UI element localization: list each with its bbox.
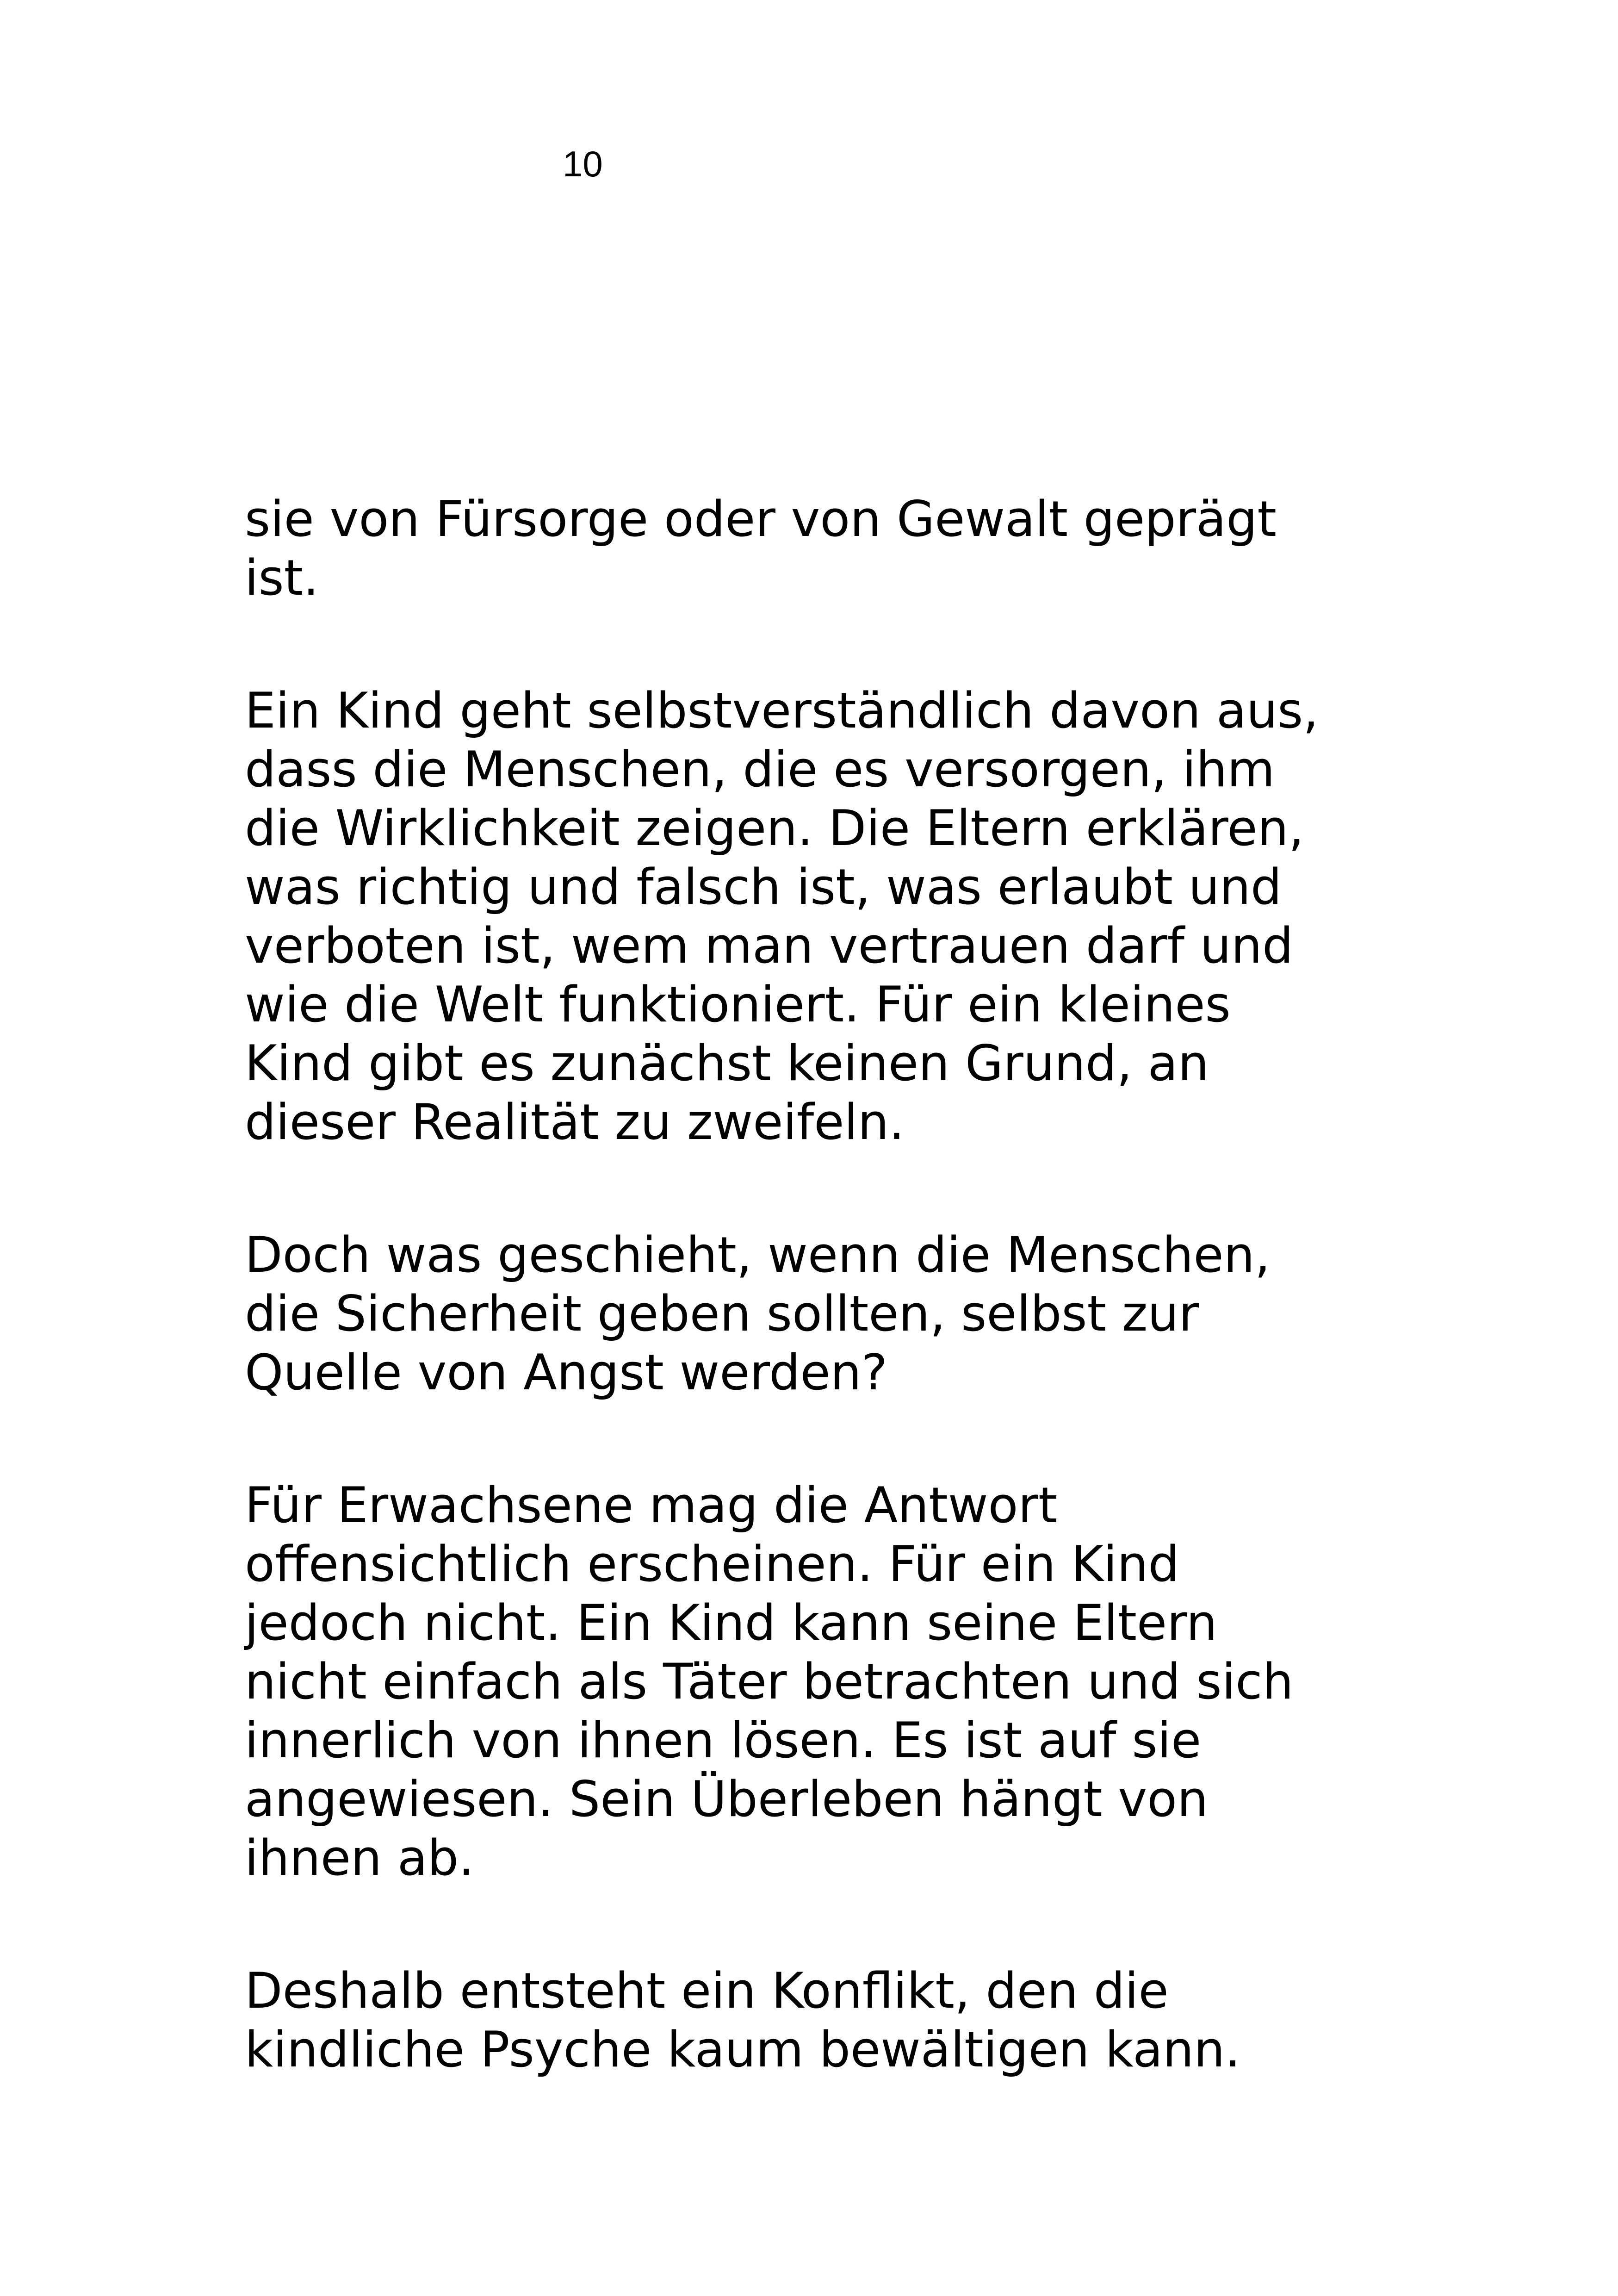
text-line: jedoch nicht. Ein Kind kann seine Eltern [245, 1594, 1218, 1651]
text-line: nicht einfach als Täter betrachten und sich [245, 1653, 1294, 1710]
text-line: ist. [245, 549, 319, 606]
text-line: Für Erwachsene mag die Antwort [245, 1477, 1058, 1534]
text-line: Doch was geschieht, wenn die Menschen, [245, 1226, 1271, 1283]
text-line: Ein Kind geht selbstverständlich davon aus, [245, 682, 1319, 739]
text-line: Kind gibt es zunächst keinen Grund, an [245, 1035, 1209, 1092]
text-line: was richtig und falsch ist, was erlaubt und [245, 859, 1282, 915]
text-line: dieser Realität zu zweifeln. [245, 1094, 905, 1151]
paragraph [245, 490, 1448, 607]
body-text [245, 490, 1448, 2153]
text-line: innerlich von ihnen lösen. Es ist auf sie [245, 1712, 1202, 1769]
text-line: dass die Menschen, die es versorgen, ihm [245, 741, 1275, 798]
text-line: offensichtlich erscheinen. Für ein Kind [245, 1536, 1179, 1593]
text-line: die Sicherheit geben sollten, selbst zur [245, 1285, 1199, 1342]
text-line: sie von Fürsorge oder von Gewalt geprägt [245, 491, 1277, 548]
text-line: ihnen ab. [245, 1829, 474, 1886]
text-line: kindliche Psyche kaum bewältigen kann. [245, 2021, 1241, 2078]
paragraph [245, 1476, 1448, 1887]
page-number: 10 [563, 143, 603, 184]
paragraph [245, 681, 1448, 1151]
text-line: verboten ist, wem man vertrauen darf und [245, 917, 1294, 974]
text-line: die Wirklichkeit zeigen. Die Eltern erklären, [245, 800, 1304, 857]
text-line: wie die Welt funktioniert. Für ein kleines [245, 976, 1231, 1033]
text-line: Quelle von Angst werden? [245, 1344, 888, 1401]
text-line: angewiesen. Sein Überleben hängt von [245, 1771, 1209, 1828]
paragraph [245, 1226, 1448, 1402]
paragraph [245, 1961, 1448, 2079]
text-line: Deshalb entsteht ein Konflikt, den die [245, 1962, 1169, 2019]
